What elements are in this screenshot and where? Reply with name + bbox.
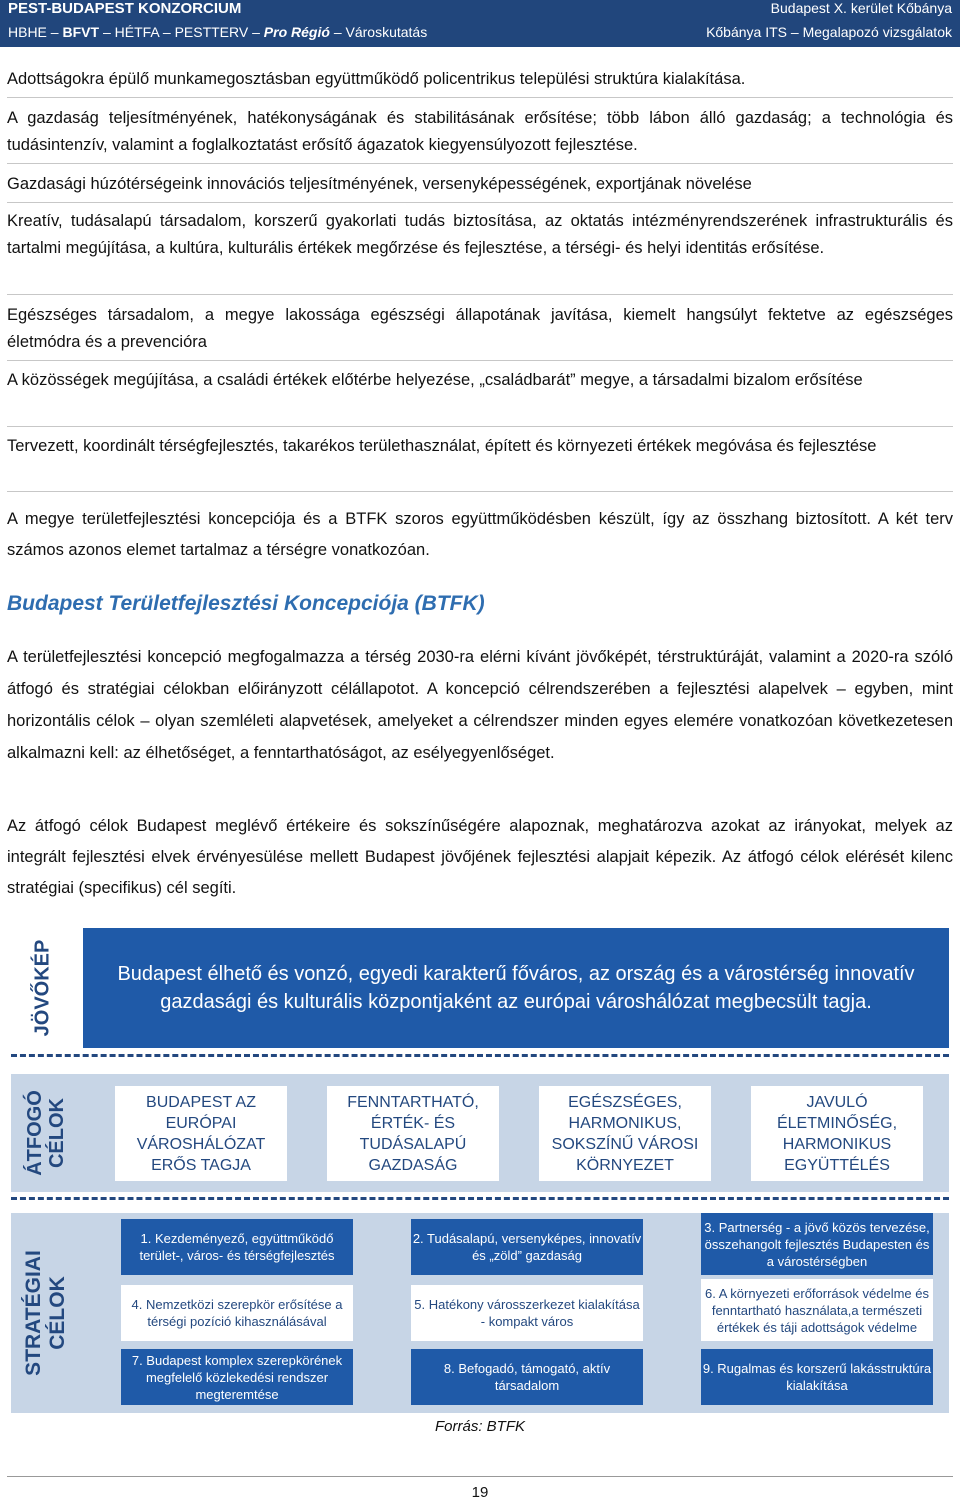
divider (7, 360, 953, 361)
partner-hbhe: HBHE (8, 24, 47, 40)
separator: – (162, 24, 171, 40)
vision-label: JÖVŐKÉP (31, 939, 54, 1037)
goal-item: Egészséges társadalom, a megye lakossága egészségi állapotának javítása, kiemelt hangsúlyt fektetve az egészséges életmódra és a prevencióra (7, 306, 953, 351)
btfk-paragraph-1: A területfejlesztési koncepció megfogalmazza a térség 2030-ra elérni kívánt jövőképét, térstruktúráját, valamint a 2020-ra szóló átfogó és stratégiai célokban előirányzott célállapotot. A koncepció célrendszerében a fejlesztési alapelvek – egyben, mint horizontális célok – olyan szemléleti alapvetések, amelyeket a célrendszer minden egyes elemére vonatkozóan következetesen alkalmazni kell: az élhetőséget, a fenntarthatóságot, az esélyegyenlőséget. (7, 648, 953, 762)
divider (7, 163, 953, 164)
header-row-top (8, 0, 952, 17)
header-row-bottom (8, 24, 952, 40)
strategic-goal-9: 9. Rugalmas és korszerű lakásstruktúra kialakítása (701, 1349, 933, 1405)
page-header (0, 0, 960, 47)
partner-pestterv: PESTTERV (174, 24, 249, 40)
strategic-goal-3: 3. Partnerség - a jövő közös tervezése, összehangolt fejlesztés Budapesten és a várostérségben (701, 1213, 933, 1275)
overall-goal-2: FENNTARTHATÓ, ÉRTÉK- ÉS TUDÁSALAPÚ GAZDASÁG (327, 1086, 499, 1181)
goal-item: Tervezett, koordinált térségfejlesztés, takarékos területhasználat, épített és környezeti értékek megóvása és fejlesztése (7, 437, 877, 455)
goal-item: A gazdaság teljesítményének, hatékonyságának és stabilitásának erősítése; több lábon álló gazdaság; a technológia és tudásintenzív, valamint a foglalkoztatást erősítő ágazatok kiegyensúlyozott fejlesztése. (7, 109, 953, 154)
divider (7, 491, 953, 492)
goal-item: Gazdasági húzótérségeink innovációs teljesítményének, versenyképességének, exportjának növelése (7, 175, 752, 193)
partner-varoskutatas: Városkutatás (345, 24, 428, 40)
divider (7, 426, 953, 427)
overall-goal-1: BUDAPEST AZ EURÓPAI VÁROSHÁLÓZAT ERŐS TAGJA (115, 1086, 287, 1181)
partner-hetfa: HÉTFA (114, 24, 159, 40)
partner-pro-regio: Pro Régió (263, 24, 330, 40)
strategic-label-line-2: CÉLOK (46, 1276, 69, 1350)
overall-goals-label (24, 1090, 68, 1176)
strategic-goal-4: 4. Nemzetközi szerepkör erősítése a térségi pozíció kihasználásával (121, 1285, 353, 1341)
strategic-goals-label (22, 1250, 70, 1376)
section-heading: Budapest Területfejlesztési Koncepciója (BTFK) (7, 592, 485, 615)
strategic-goal-8: 8. Befogadó, támogató, aktív társadalom (411, 1349, 643, 1405)
overall-label-box (15, 1082, 77, 1184)
strategic-goals-band (11, 1213, 949, 1413)
separator: – (102, 24, 111, 40)
strategic-label-line-1: STRATÉGIAI (22, 1250, 45, 1376)
overall-goal-4: JAVULÓ ÉLETMINŐSÉG, HARMONIKUS EGYÜTTÉLÉS (751, 1086, 923, 1181)
footer-rule (7, 1476, 953, 1477)
figure-source: Forrás: BTFK (434, 1418, 525, 1435)
divider (7, 294, 953, 295)
strategic-goal-6: 6. A környezeti erőforrások védelme és fenntartható használata,a természeti értékek és táji adottságok védelme (701, 1279, 933, 1341)
overall-goals-band (11, 1074, 949, 1192)
relation-paragraph: A megye területfejlesztési koncepciója és a BTFK szoros együttműködésben készült, így az összhang biztosított. A két terv számos azonos elemet tartalmaz a térségre vonatkozóan. (7, 510, 953, 559)
goal-item: Adottságokra épülő munkamegosztásban együttműködő policentrikus települési struktúra kialakítása. (7, 70, 746, 88)
partner-bfvt: BFVT (62, 24, 100, 40)
document-subtitle: Kőbánya ITS – Megalapozó vizsgálatok (706, 24, 952, 40)
overall-label-line-1: ÁTFOGÓ (24, 1090, 47, 1176)
divider (7, 97, 953, 98)
divider (7, 202, 953, 203)
separator: – (252, 24, 260, 40)
consortium-title: PEST-BUDAPEST KONZORCIUM (8, 0, 242, 17)
overall-goal-3: EGÉSZSÉGES, HARMONIKUS, SOKSZÍNŰ VÁROSI KÖRNYEZET (539, 1086, 711, 1181)
goal-item: Kreatív, tudásalapú társadalom, korszerű gyakorlati tudás biztosítása, az oktatás intézményrendszerének infrastrukturális és tartalmi megújítása, a kultúra, kulturális értékek megőrzése és fejlesztése, a térségi- és helyi identitás erősítése. (7, 212, 953, 257)
partner-list (8, 24, 427, 40)
dashed-separator (11, 1054, 949, 1057)
separator: – (333, 24, 342, 40)
strategic-label-box (15, 1219, 77, 1407)
vision-statement: Budapest élhető és vonzó, egyedi karakterű főváros, az ország és a várostérség innovatív gazdasági és kulturális központjaként az európai városhálózat megbecsült tagja. (83, 928, 949, 1048)
vision-label-box (11, 928, 73, 1048)
strategic-goal-2: 2. Tudásalapú, versenyképes, innovatív és „zöld” gazdaság (411, 1219, 643, 1275)
goal-item: A közösségek megújítása, a családi értékek előtérbe helyezése, „családbarát” megye, a társadalmi bizalom erősítése (7, 371, 863, 389)
district-title: Budapest X. kerület Kőbánya (770, 0, 952, 16)
strategic-goal-7: 7. Budapest komplex szerepkörének megfelelő közlekedési rendszer megteremtése (121, 1349, 353, 1405)
strategic-goal-5: 5. Hatékony városszerkezet kialakítása - kompakt város (411, 1285, 643, 1341)
overall-label-line-2: CÉLOK (46, 1098, 69, 1169)
separator: – (50, 24, 59, 40)
goal-system-diagram (7, 926, 953, 1402)
dashed-separator (11, 1197, 949, 1200)
page-number: 19 (471, 1484, 489, 1501)
btfk-paragraph-2: Az átfogó célok Budapest meglévő értékeire és sokszínűségére alapoznak, meghatározva azokat az irányokat, melyek az integrált fejlesztési elvek érvényesülése mellett Budapest jövőjének fejlesztési alapjait képezik. Az átfogó célok elérését kilenc stratégiai (specifikus) cél segíti. (7, 817, 953, 897)
strategic-goal-1: 1. Kezdeményező, együttműködő terület-, város- és térségfejlesztés (121, 1219, 353, 1275)
